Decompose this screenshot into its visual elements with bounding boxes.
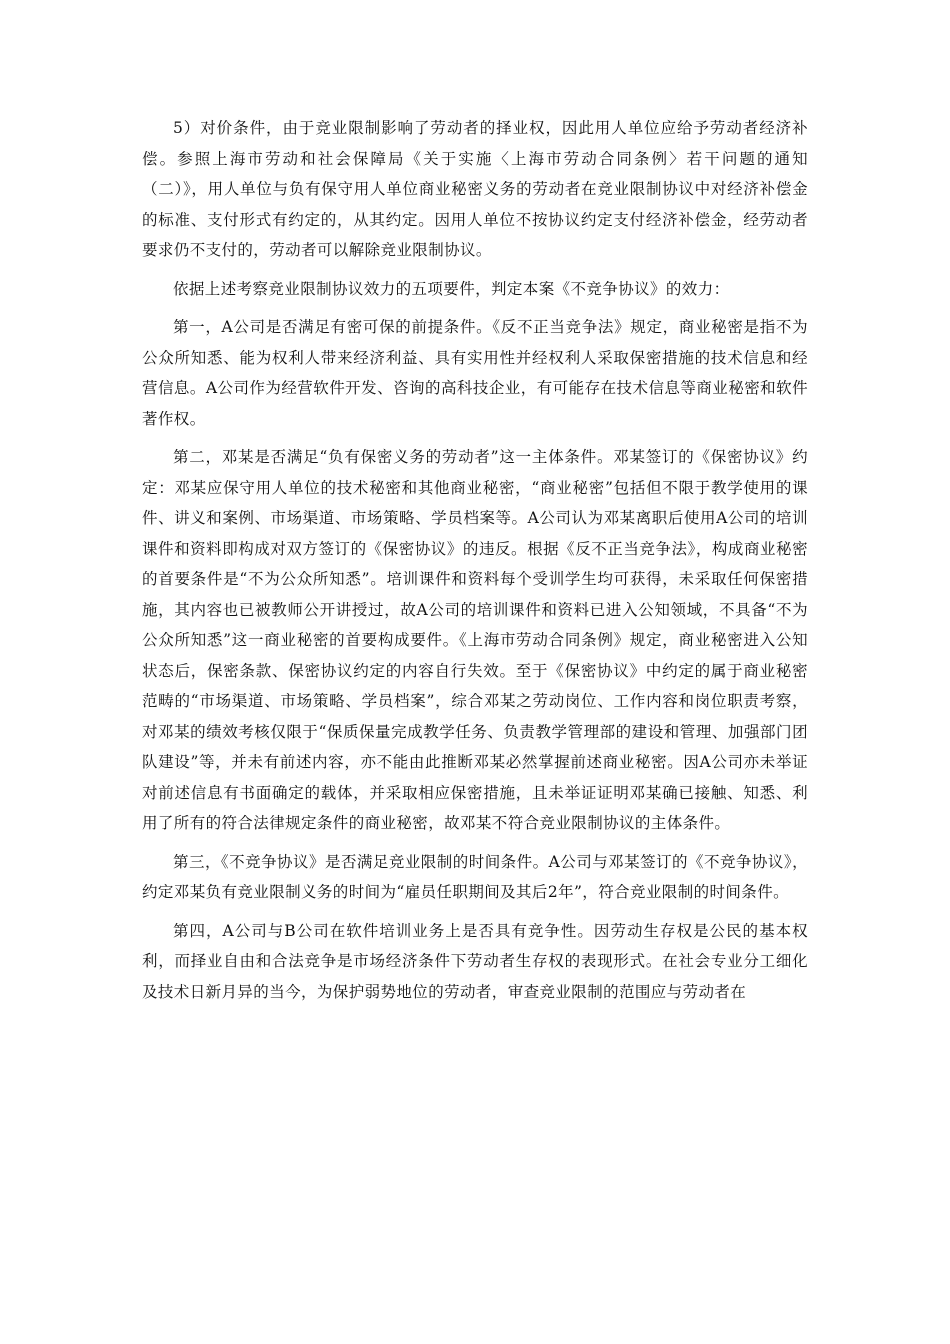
paragraph-consideration-condition: 5）对价条件，由于竞业限制影响了劳动者的择业权，因此用人单位应给予劳动者经济补偿。参照上海市劳动和社会保障局《关于实施〈上海市劳动合同条例〉若干问题的通知（二）》，用人单位与负有保守用人单位商业秘密义务的劳动者在竞业限制协议中对经济补偿金的标准、支付形式有约定的，从其约定。因用人单位不按协议约定支付经济补偿金，经劳动者要求仍不支付的，劳动者可以解除竞业限制协议。 (142, 119, 808, 259)
paragraph-third-point: 第三，《不竞争协议》是否满足竞业限制的时间条件。A公司与邓某签订的《不竞争协议》，约定邓某负有竞业限制义务的时间为“雇员任职期间及其后2年”，符合竞业限制的时间条件。 (142, 852, 808, 901)
paragraph-fourth-point: 第四，A公司与B公司在软件培训业务上是否具有竞争性。因劳动生存权是公民的基本权利，而择业自由和合法竞争是市场经济条件下劳动者生存权的表现形式。在社会专业分工细化及技术日新月异的当今，为保护弱势地位的劳动者，审查竞业限制的范围应与劳动者在 (142, 921, 808, 1001)
paragraph-five-elements-intro: 依据上述考察竞业限制协议效力的五项要件，判定本案《不竞争协议》的效力： (173, 279, 730, 298)
document-body (142, 113, 808, 1015)
paragraph-second-point: 第二，邓某是否满足“负有保密义务的劳动者”这一主体条件。邓某签订的《保密协议》约定：邓某应保守用人单位的技术秘密和其他商业秘密，“商业秘密”包括但不限于教学使用的课件、讲义和案例、市场渠道、市场策略、学员档案等。A公司认为邓某离职后使用A公司的培训课件和资料即构成对双方签订的《保密协议》的违反。根据《反不正当竞争法》，构成商业秘密的首要条件是“不为公众所知悉”。培训课件和资料每个受训学生均可获得，未采取任何保密措施，其内容也已被教师公开讲授过，故A公司的培训课件和资料已进入公知领域，不具备“不为公众所知悉”这一商业秘密的首要构成要件。《上海市劳动合同条例》规定，商业秘密进入公知状态后，保密条款、保密协议约定的内容自行失效。至于《保密协议》中约定的属于商业秘密范畴的“市场渠道、市场策略、学员档案”，综合邓某之劳动岗位、工作内容和岗位职责考察，对邓某的绩效考核仅限于“保质保量完成教学任务、负责教学管理部的建设和管理、加强部门团队建设”等，并未有前述内容，亦不能由此推断邓某必然掌握前述商业秘密。因A公司亦未举证对前述信息有书面确定的载体，并采取相应保密措施，且未举证证明邓某确已接触、知悉、利用了所有的符合法律规定条件的商业秘密，故邓某不符合竞业限制协议的主体条件。 (142, 448, 808, 832)
paragraph-first-point: 第一，A公司是否满足有密可保的前提条件。《反不正当竞争法》规定，商业秘密是指不为公众所知悉、能为权利人带来经济利益、具有实用性并经权利人采取保密措施的技术信息和经营信息。A公司作为经营软件开发、咨询的高科技企业，有可能存在技术信息等商业秘密和软件著作权。 (142, 318, 808, 428)
